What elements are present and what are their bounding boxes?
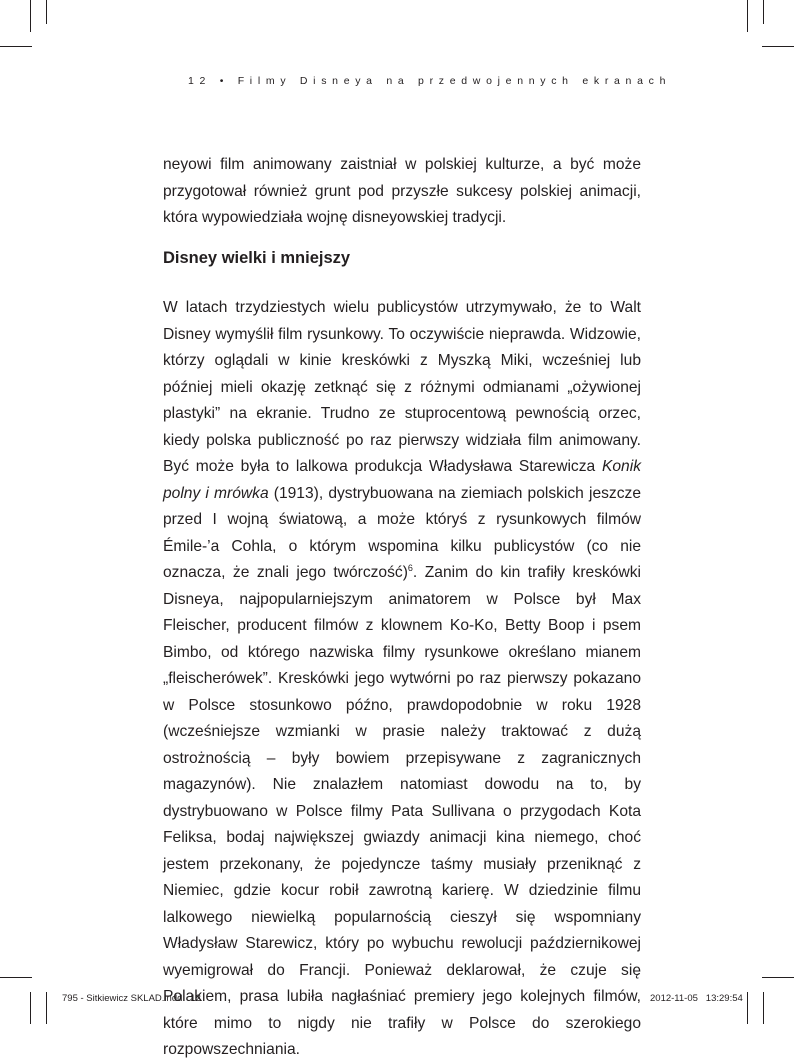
paragraph-continuation: neyowi film animowany zaistniał w polskiej kulturze, a być może przygotował również grunt pod przyszłe sukcesy polskiej animacji, która wypowiedziała wojnę disneyowskiej tradycji. bbox=[163, 156, 641, 226]
crop-mark-top-left-vertical bbox=[30, 0, 31, 32]
crop-mark-top-right-vertical-inner bbox=[763, 0, 764, 24]
slug-timestamp: 2012-11-05 13:29:54 bbox=[650, 993, 743, 1004]
crop-mark-top-left-horizontal bbox=[0, 46, 32, 47]
crop-mark-top-right-horizontal bbox=[762, 46, 794, 47]
slug-file-name: 795 - Sitkiewicz SKLAD.indd 12 bbox=[62, 993, 201, 1004]
crop-mark-bottom-right-vertical bbox=[747, 992, 748, 1024]
paragraph-main bbox=[163, 295, 641, 1064]
crop-mark-bottom-right-horizontal bbox=[762, 977, 794, 978]
footnote-reference: 6 bbox=[407, 562, 413, 573]
crop-mark-top-right-vertical bbox=[747, 0, 748, 32]
running-head: 12 • Filmy Disneya na przedwojennych ekranach bbox=[188, 75, 672, 87]
paragraph-text-part-2: (1913), dystrybuowana na ziemiach polskich jeszcze przed I wojną światową, a może któryś z rysunkowych filmów Émile-’a Cohla, o którym wspomina kilku publicystów (co nie oznacza, że znali jego twórczość) bbox=[163, 484, 641, 581]
film-title-italic: Konik polny i mrówka bbox=[163, 458, 641, 502]
crop-mark-bottom-left-horizontal bbox=[0, 977, 32, 978]
paragraph-text-part-1: W latach trzydziestych wielu publicystów utrzymywało, że to Walt Disney wymyślił film rysunkowy. To oczywiście nieprawda. Widzowie, którzy oglądali w kinie kreskówki z Myszką Miki, wcześniej lub później mieli okazję zetknąć się z różnymi odmianami „ożywionej plastyki” na ekranie. Trudno ze stuprocentową pewnością orzec, kiedy polska publiczność po raz pierwszy widziała film animowany. Być może była to lalkowa produkcja Władysława Starewicza bbox=[163, 299, 641, 475]
crop-mark-top-left-vertical-inner bbox=[46, 0, 47, 24]
crop-mark-bottom-right-vertical-inner bbox=[763, 992, 764, 1024]
crop-mark-bottom-left-vertical-inner bbox=[46, 992, 47, 1024]
crop-mark-bottom-left-vertical bbox=[30, 992, 31, 1024]
section-heading: Disney wielki i mniejszy bbox=[163, 249, 351, 267]
paragraph-text-part-3: . Zanim do kin trafiły kreskówki Disneya, najpopularniejszym animatorem w Polsce był Max Fleischer, producent filmów z klownem Ko-Ko, Betty Boop i psem Bimbo, od którego nazwiska filmy rysunkowe określano mianem „fleischerówek”. Kreskówki jego wytwórni po raz pierwszy pokazano w Polsce stosunkowo późno, prawdopodobnie w roku 1928 (wcześniejsze wzmianki w prasie należy traktować z dużą ostrożnością – były bowiem przepisywane z zagranicznych magazynów). Nie znalazłem natomiast dowodu na to, by dystrybuowano w Polsce filmy Pata Sullivana o przygodach Kota Feliksa, bodaj największej gwiazdy animacji kina niemego, choć jestem przekonany, że pojedyncze taśmy musiały przeniknąć z Niemiec, gdzie kocur robił zawrotną karierę. W dziedzinie filmu lalkowego niewielką popularnością cieszył się wspomniany Władysław Starewicz, który po wybuchu rewolucji październikowej wyemigrował do Francji. Ponieważ deklarował, że czuje się Polakiem, prasa lubiła nagłaśniać premiery jego kolejnych filmów, które mimo to nigdy nie trafiły w Polsce do szerokiego rozpowszechniania. bbox=[163, 564, 641, 1058]
